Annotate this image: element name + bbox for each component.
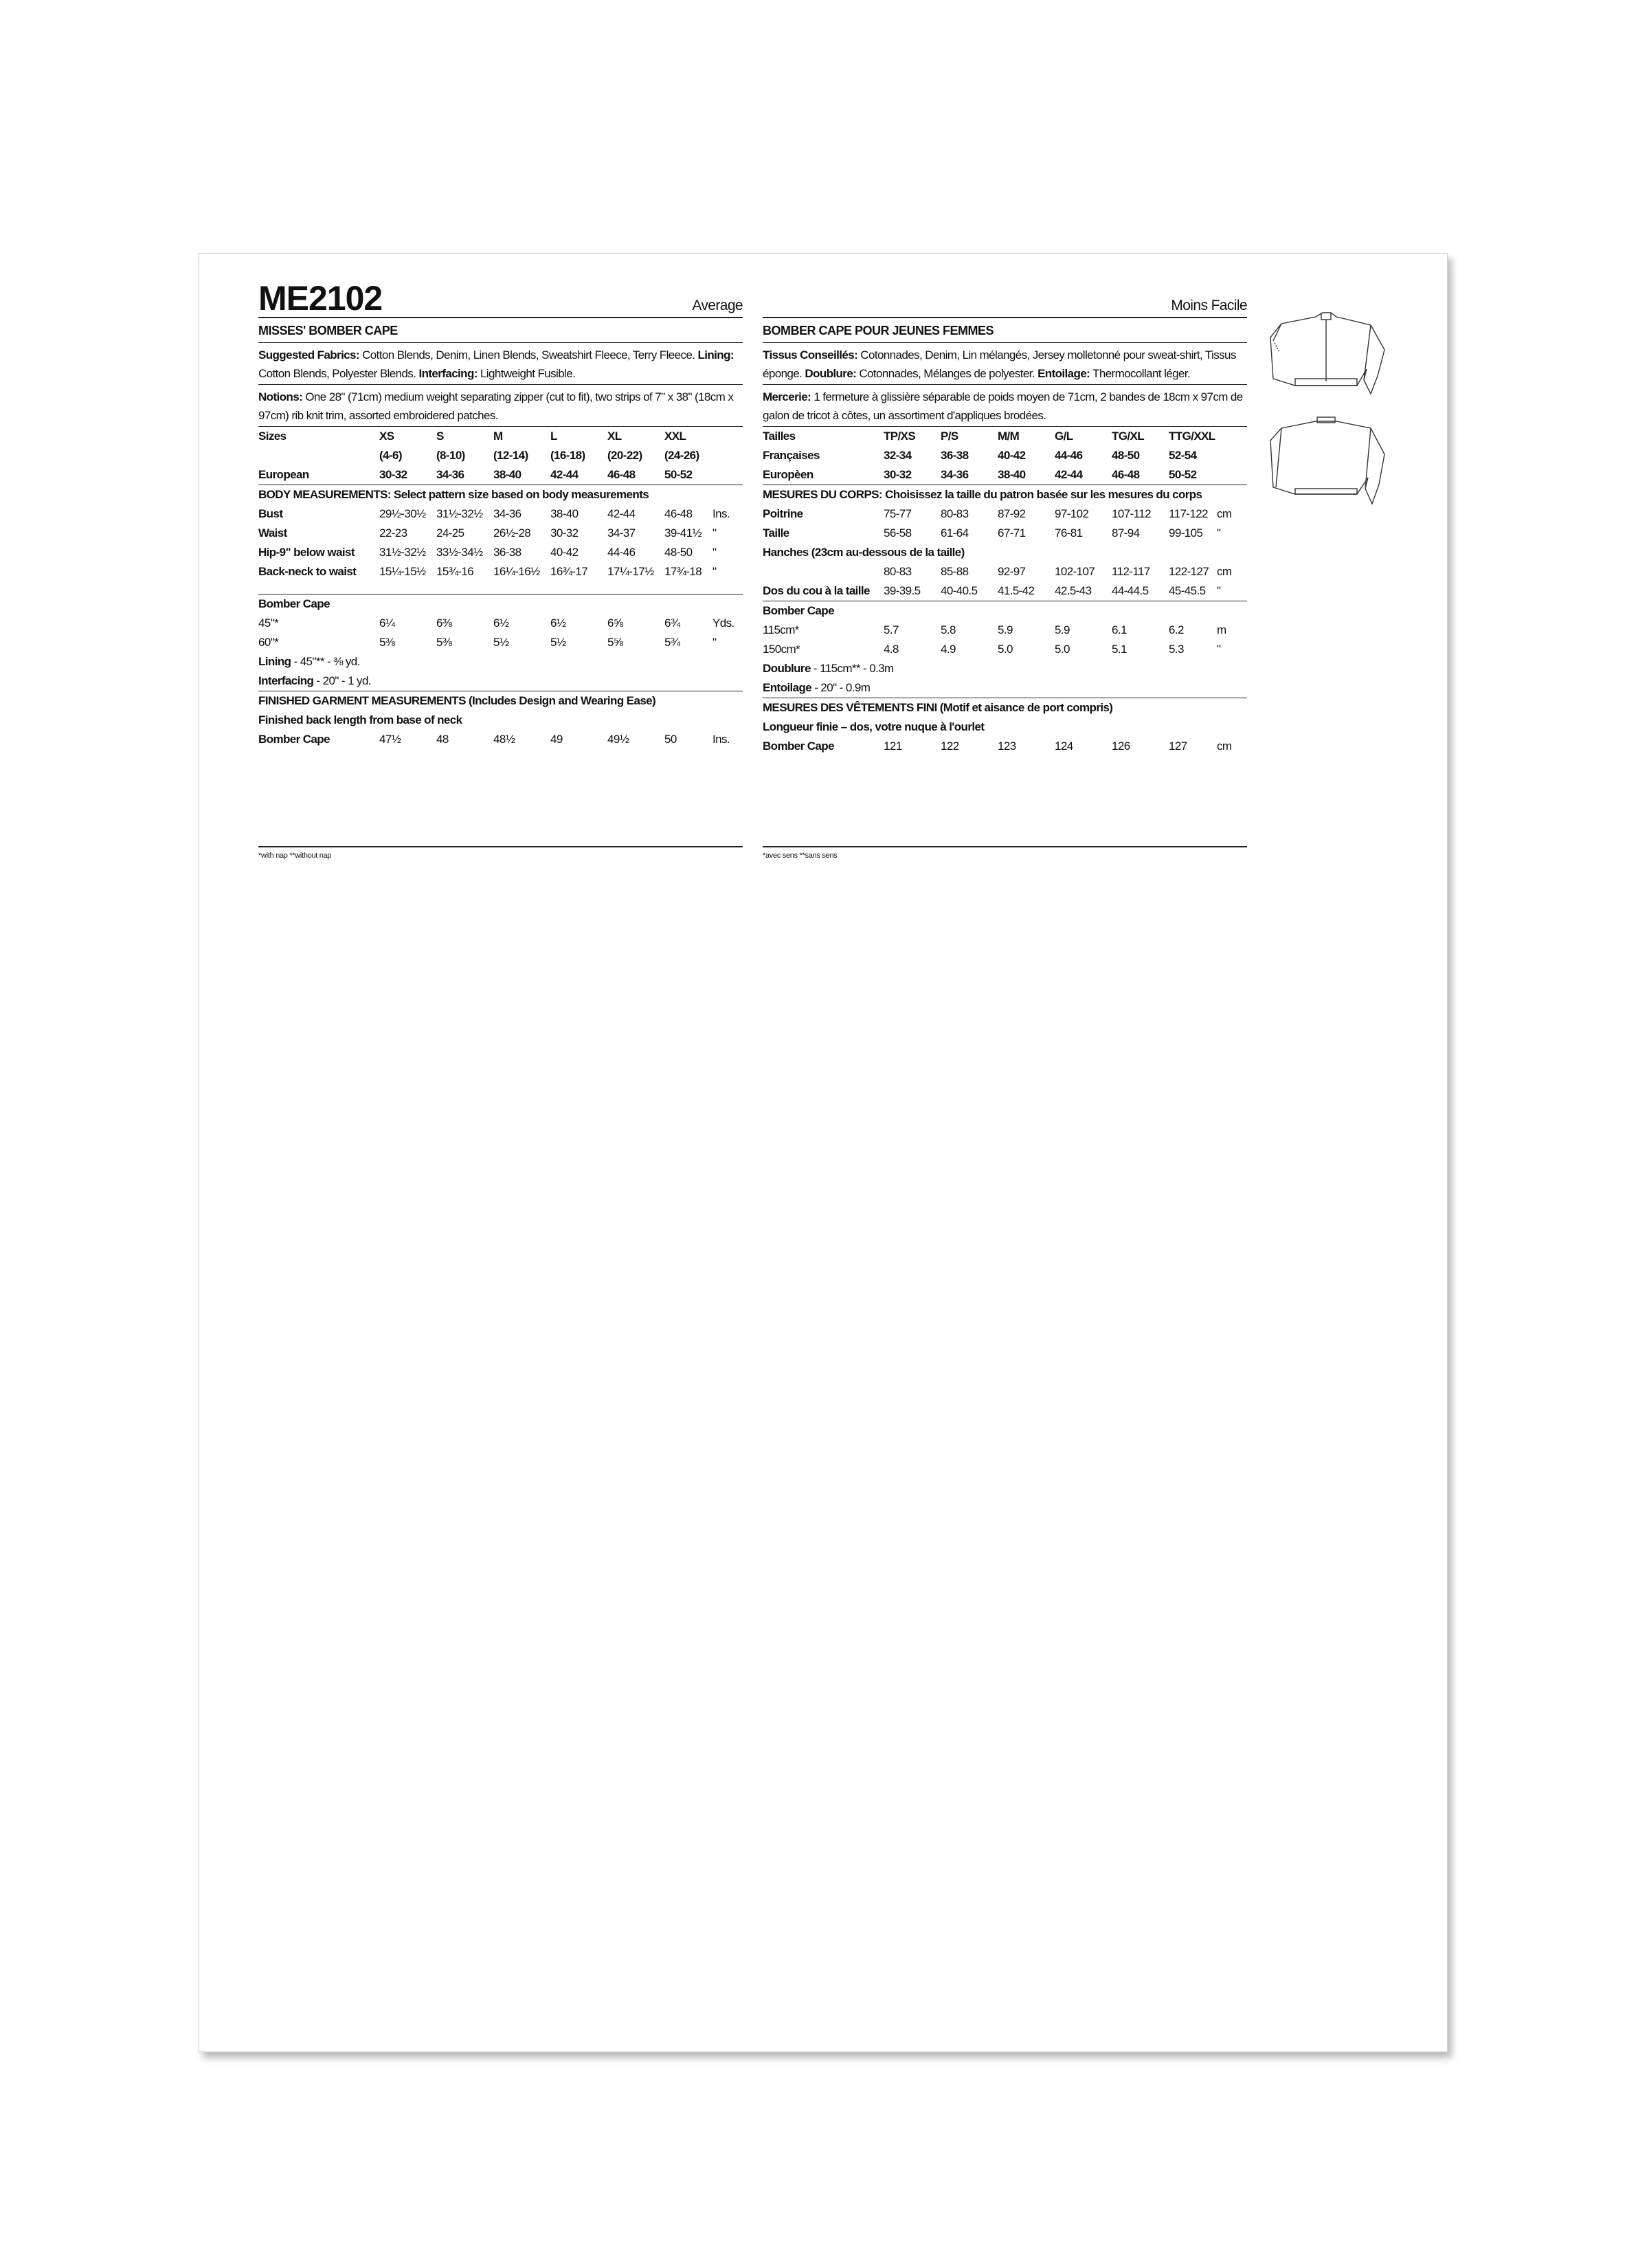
measure-cell: 17¾-18 [664, 565, 702, 578]
measure-cell: 31½-32½ [379, 546, 426, 559]
unit-cell: " [1217, 643, 1221, 656]
body-row-poitrine [763, 504, 1247, 524]
lining-text: Cotonnades, Mélanges de polyester. [856, 367, 1038, 380]
finished-cell: 49 [550, 733, 563, 746]
interfacing-text: Thermocollant léger. [1090, 367, 1191, 380]
measure-cell: 41.5-42 [998, 584, 1035, 597]
interfacing-yardage-row-fr [763, 678, 1247, 698]
lining-yardage-row [258, 652, 743, 671]
measure-cell: 26½-28 [493, 526, 531, 540]
finished-length-subheading: Finished back length from base of neck [258, 713, 462, 726]
fabrics-paragraph-fr [763, 343, 1247, 385]
notions-text: One 28" (71cm) medium weight separating zipper (cut to fit), two strips of 7" x 38" (18cm x 97cm) rib knit trim, assorted embroidered patches. [258, 390, 734, 422]
fabric-width-label: 45"* [258, 616, 279, 630]
yardage-cell: 5.7 [884, 623, 899, 636]
fabric-width-label: 150cm* [763, 643, 800, 656]
measure-cell: 31½-32½ [436, 507, 483, 520]
fabrics-text: Cotton Blends, Denim, Linen Blends, Sweatshirt Fleece, Terry Fleece. [359, 348, 698, 362]
view-label: Bomber Cape [763, 604, 834, 617]
unit-cell: " [713, 565, 717, 578]
bottom-rule-en [258, 846, 743, 847]
european-cell: 46-48 [1112, 468, 1140, 481]
measure-cell: 45-45.5 [1169, 584, 1206, 597]
european-cell: 46-48 [607, 468, 636, 481]
unit-cell: cm [1217, 507, 1232, 520]
sizes-label: Tailles [763, 430, 796, 443]
size-range-cell: (12-14) [493, 449, 528, 462]
measure-cell: 97-102 [1055, 507, 1089, 520]
sizes-table [258, 427, 743, 749]
yardage-cell: 6¼ [379, 616, 395, 630]
yardage-cell: 5¾ [664, 636, 680, 649]
fabrics-text: Cotonnades, Denim, Lin mélangés, Jersey molletonné pour sweat-shirt, Tissus éponge. [763, 348, 1236, 380]
body-heading-row [258, 485, 743, 505]
fabrics-paragraph [258, 343, 743, 385]
francaises-label: Françaises [763, 449, 820, 462]
size-cell: G/L [1055, 430, 1073, 443]
francaises-cell: 44-46 [1055, 449, 1083, 462]
size-range-cell: (16-18) [550, 449, 585, 462]
body-measurements-heading: BODY MEASUREMENTS: Select pattern size based on body measurements [258, 488, 649, 501]
lining-yardage-label: Lining [258, 655, 291, 668]
finished-measurements-heading: MESURES DES VÊTEMENTS FINI (Motif et aisance de port compris) [763, 701, 1113, 714]
garment-title-fr: BOMBER CAPE POUR JEUNES FEMMES [763, 318, 1247, 343]
row-label: Bomber Cape [763, 740, 834, 753]
body-row-bust [258, 504, 743, 524]
lining-label: Doublure: [805, 367, 857, 380]
hips-label-row [763, 543, 1247, 562]
footnote-en: *with nap **without nap [258, 852, 332, 860]
row-label: Waist [258, 526, 287, 540]
yardage-cell: 6½ [550, 616, 566, 630]
size-cell: S [436, 430, 444, 443]
body-row-taille [763, 524, 1247, 543]
body-row-back-neck [258, 562, 743, 581]
fabrics-label: Tissus Conseillés: [763, 348, 858, 362]
row-label: Back-neck to waist [258, 565, 357, 578]
francaises-row [763, 446, 1247, 465]
lining-label: Lining: [697, 348, 734, 362]
measure-cell: 39-41½ [664, 526, 702, 540]
unit-cell: " [713, 526, 717, 540]
garment-title: MISSES' BOMBER CAPE [258, 318, 743, 343]
notions-paragraph-fr [763, 385, 1247, 427]
unit-cell: Yds. [713, 616, 734, 630]
interfacing-yardage-row [258, 671, 743, 691]
measure-cell: 85-88 [941, 565, 969, 578]
size-range-cell: (4-6) [379, 449, 402, 462]
unit-cell: cm [1217, 740, 1232, 753]
hips-values-row [763, 562, 1247, 581]
yardage-row-60 [258, 633, 743, 652]
unit-cell: Ins. [713, 507, 730, 520]
measure-cell: 30-32 [550, 526, 579, 540]
measure-cell: 75-77 [884, 507, 912, 520]
unit-cell: " [713, 546, 717, 559]
unit-cell: m [1217, 623, 1226, 636]
lining-yardage [763, 659, 1247, 678]
finished-cell: 48 [436, 733, 449, 746]
measure-cell: 44-46 [607, 546, 636, 559]
row-label: Poitrine [763, 507, 803, 520]
finished-row [258, 730, 743, 749]
measure-cell: 34-37 [607, 526, 636, 540]
measure-cell: 16¾-17 [550, 565, 588, 578]
yardage-cell: 6½ [493, 616, 509, 630]
fabric-width-label: 115cm* [763, 623, 799, 636]
measure-cell: 24-25 [436, 526, 464, 540]
french-column [763, 254, 1247, 860]
body-heading-row-fr [763, 485, 1247, 505]
measure-cell: 122-127 [1169, 565, 1209, 578]
francaises-cell: 52-54 [1169, 449, 1197, 462]
measure-cell: 34-36 [493, 507, 521, 520]
body-row-dos [763, 581, 1247, 601]
measure-cell: 107-112 [1112, 507, 1151, 520]
yardage-row-45 [258, 614, 743, 633]
size-cell: XS [379, 430, 394, 443]
european-cell: 38-40 [493, 468, 521, 481]
row-label: Hip-9" below waist [258, 546, 355, 559]
notions-label: Mercerie: [763, 390, 811, 403]
finished-heading-row [258, 691, 743, 711]
yardage-row-115 [763, 621, 1247, 640]
measure-cell: 46-48 [664, 507, 693, 520]
sizes-label: Sizes [258, 430, 287, 443]
unit-cell: " [1217, 526, 1221, 540]
sizes-table-fr [763, 427, 1247, 756]
body-row-hip [258, 543, 743, 562]
yardage-cell: 5½ [493, 636, 509, 649]
fabric-width-label: 60"* [258, 636, 279, 649]
finished-row-fr [763, 737, 1247, 756]
yardage-cell: 5½ [550, 636, 566, 649]
row-label: Bust [258, 507, 283, 520]
front-view-line-drawing [1268, 310, 1388, 399]
finished-sub-row [258, 711, 743, 730]
measure-cell: 61-64 [941, 526, 969, 540]
measure-cell: 16¼-16½ [493, 565, 540, 578]
english-column [258, 254, 743, 860]
measure-cell: 92-97 [998, 565, 1026, 578]
yardage-cell: 5.1 [1112, 643, 1127, 656]
yardage-cell: 6¾ [664, 616, 680, 630]
cape-label-row [258, 594, 743, 614]
unit-cell: cm [1217, 565, 1232, 578]
european-label: Europèen [763, 468, 814, 481]
lining-yardage [258, 652, 743, 671]
yardage-cell: 4.8 [884, 643, 899, 656]
european-label: European [258, 468, 309, 481]
yardage-cell: 5⅝ [607, 636, 623, 649]
size-range-row [258, 446, 743, 465]
yardage-cell: 5.8 [941, 623, 956, 636]
finished-heading-row-fr [763, 698, 1247, 718]
size-range-cell: (8-10) [436, 449, 465, 462]
interfacing-yardage-label: Entoilage [763, 681, 812, 694]
header-en [258, 254, 743, 318]
interfacing-yardage-label: Interfacing [258, 674, 314, 687]
measure-cell: 42-44 [607, 507, 636, 520]
unit-cell: " [1217, 584, 1221, 597]
size-range-cell: (20-22) [607, 449, 642, 462]
yardage-cell: 5.9 [998, 623, 1013, 636]
body-measurements-heading: MESURES DU CORPS: Choisissez la taille du patron basée sur les mesures du corps [763, 488, 1202, 501]
francaises-cell: 36-38 [941, 449, 969, 462]
measure-cell: 44-44.5 [1112, 584, 1149, 597]
size-cell: XL [607, 430, 622, 443]
size-cell: M/M [998, 430, 1020, 443]
yardage-cell: 5.0 [998, 643, 1013, 656]
measure-cell: 76-81 [1055, 526, 1083, 540]
yardage-cell: 5⅜ [379, 636, 395, 649]
size-cell: P/S [941, 430, 958, 443]
european-row-fr [763, 465, 1247, 485]
back-view-line-drawing [1268, 413, 1388, 509]
bottom-rule-fr [763, 846, 1247, 847]
measure-cell: 48-50 [664, 546, 693, 559]
measure-cell: 67-71 [998, 526, 1026, 540]
interfacing-yardage-text: - 20" - 0.9m [811, 681, 871, 694]
lining-text: Cotton Blends, Polyester Blends. [258, 367, 419, 380]
finished-cell: 47½ [379, 733, 401, 746]
row-label: Bomber Cape [258, 733, 330, 746]
finished-cell: 123 [998, 740, 1016, 753]
yardage-cell: 5.3 [1169, 643, 1184, 656]
measure-cell: 39-39.5 [884, 584, 921, 597]
difficulty-level-fr: Moins Facile [1171, 298, 1247, 313]
measure-cell: 22-23 [379, 526, 407, 540]
measure-cell: 87-92 [998, 507, 1026, 520]
european-cell: 42-44 [1055, 468, 1083, 481]
measure-cell: 102-107 [1055, 565, 1095, 578]
lining-yardage-text: - 45"** - ⅜ yd. [291, 655, 360, 668]
yardage-cell: 4.9 [941, 643, 956, 656]
european-cell: 50-52 [664, 468, 693, 481]
francaises-cell: 40-42 [998, 449, 1026, 462]
finished-cell: 124 [1055, 740, 1073, 753]
finished-measurements-heading: FINISHED GARMENT MEASUREMENTS (Includes Design and Wearing Ease) [258, 694, 656, 707]
measure-cell: 29½-30½ [379, 507, 426, 520]
francaises-cell: 48-50 [1112, 449, 1140, 462]
european-cell: 34-36 [941, 468, 969, 481]
european-cell: 30-32 [884, 468, 912, 481]
measure-cell: 80-83 [884, 565, 912, 578]
interfacing-text: Lightweight Fusible. [477, 367, 576, 380]
finished-cell: 48½ [493, 733, 515, 746]
yardage-cell: 6⅜ [436, 616, 452, 630]
size-range-cell: (24-26) [664, 449, 699, 462]
measure-cell: 40-40.5 [941, 584, 978, 597]
footnote-fr: *avec sens **sans sens [763, 852, 838, 860]
measure-cell: 117-122 [1169, 507, 1208, 520]
measure-cell: 56-58 [884, 526, 912, 540]
unit-cell: Ins. [713, 733, 730, 746]
yardage-cell: 6⅝ [607, 616, 623, 630]
finished-cell: 126 [1112, 740, 1130, 753]
measure-cell: 33½-34½ [436, 546, 483, 559]
finished-cell: 127 [1169, 740, 1187, 753]
header-fr [763, 254, 1247, 318]
european-cell: 50-52 [1169, 468, 1197, 481]
european-row [258, 465, 743, 485]
hips-label: Hanches (23cm au-dessous de la taille) [763, 546, 965, 559]
european-cell: 34-36 [436, 468, 464, 481]
measure-cell: 15¾-16 [436, 565, 474, 578]
yardage-cell: 5⅜ [436, 636, 452, 649]
finished-length-subheading: Longueur finie – dos, votre nuque à l'ourlet [763, 720, 985, 733]
notions-text: 1 fermeture à glissière séparable de poids moyen de 71cm, 2 bandes de 18cm x 97cm de galon de tricot à côtes, un assortiment d'appliques brodées. [763, 390, 1243, 422]
yardage-cell: 6.1 [1112, 623, 1127, 636]
unit-cell: " [713, 636, 717, 649]
pattern-envelope-sheet [199, 253, 1448, 2052]
row-label: Taille [763, 526, 789, 540]
size-cell: XXL [664, 430, 686, 443]
size-cell: M [493, 430, 503, 443]
measure-cell: 17¼-17½ [607, 565, 654, 578]
measure-cell: 42.5-43 [1055, 584, 1092, 597]
european-cell: 30-32 [379, 468, 407, 481]
difficulty-level: Average [692, 298, 743, 313]
lining-yardage-text: - 115cm** - 0.3m [810, 662, 894, 675]
size-cell: TP/XS [884, 430, 916, 443]
measure-cell: 87-94 [1112, 526, 1140, 540]
interfacing-label: Entoilage: [1037, 367, 1090, 380]
cape-label-row-fr [763, 601, 1247, 621]
yardage-cell: 6.2 [1169, 623, 1184, 636]
european-cell: 38-40 [998, 468, 1026, 481]
interfacing-label: Interfacing: [418, 367, 478, 380]
yardage-cell: 5.9 [1055, 623, 1070, 636]
row-label: Dos du cou à la taille [763, 584, 870, 597]
finished-cell: 121 [884, 740, 902, 753]
finished-cell: 122 [941, 740, 959, 753]
finished-sub-row-fr [763, 718, 1247, 737]
notions-label: Notions: [258, 390, 303, 403]
lining-yardage-row-fr [763, 659, 1247, 678]
yardage-cell: 5.0 [1055, 643, 1070, 656]
notions-paragraph [258, 385, 743, 427]
interfacing-yardage [763, 678, 1247, 698]
measure-cell: 80-83 [941, 507, 969, 520]
measure-cell: 36-38 [493, 546, 521, 559]
sizes-row [258, 427, 743, 446]
size-cell: L [550, 430, 557, 443]
measure-cell: 112-117 [1112, 565, 1150, 578]
measure-cell: 40-42 [550, 546, 579, 559]
measure-cell: 15¼-15½ [379, 565, 426, 578]
lining-yardage-label: Doublure [763, 662, 811, 675]
view-label: Bomber Cape [258, 597, 330, 610]
sizes-row-fr [763, 427, 1247, 446]
interfacing-yardage [258, 671, 743, 691]
size-cell: TG/XL [1112, 430, 1145, 443]
francaises-cell: 32-34 [884, 449, 912, 462]
measure-cell: 99-105 [1169, 526, 1203, 540]
yardage-row-150 [763, 640, 1247, 659]
fabrics-label: Suggested Fabrics: [258, 348, 359, 362]
finished-cell: 49½ [607, 733, 629, 746]
european-cell: 42-44 [550, 468, 579, 481]
body-row-waist [258, 524, 743, 543]
pattern-number: ME2102 [258, 279, 383, 318]
measure-cell: 38-40 [550, 507, 579, 520]
interfacing-yardage-text: - 20" - 1 yd. [313, 674, 371, 687]
size-cell: TTG/XXL [1169, 430, 1215, 443]
finished-cell: 50 [664, 733, 677, 746]
